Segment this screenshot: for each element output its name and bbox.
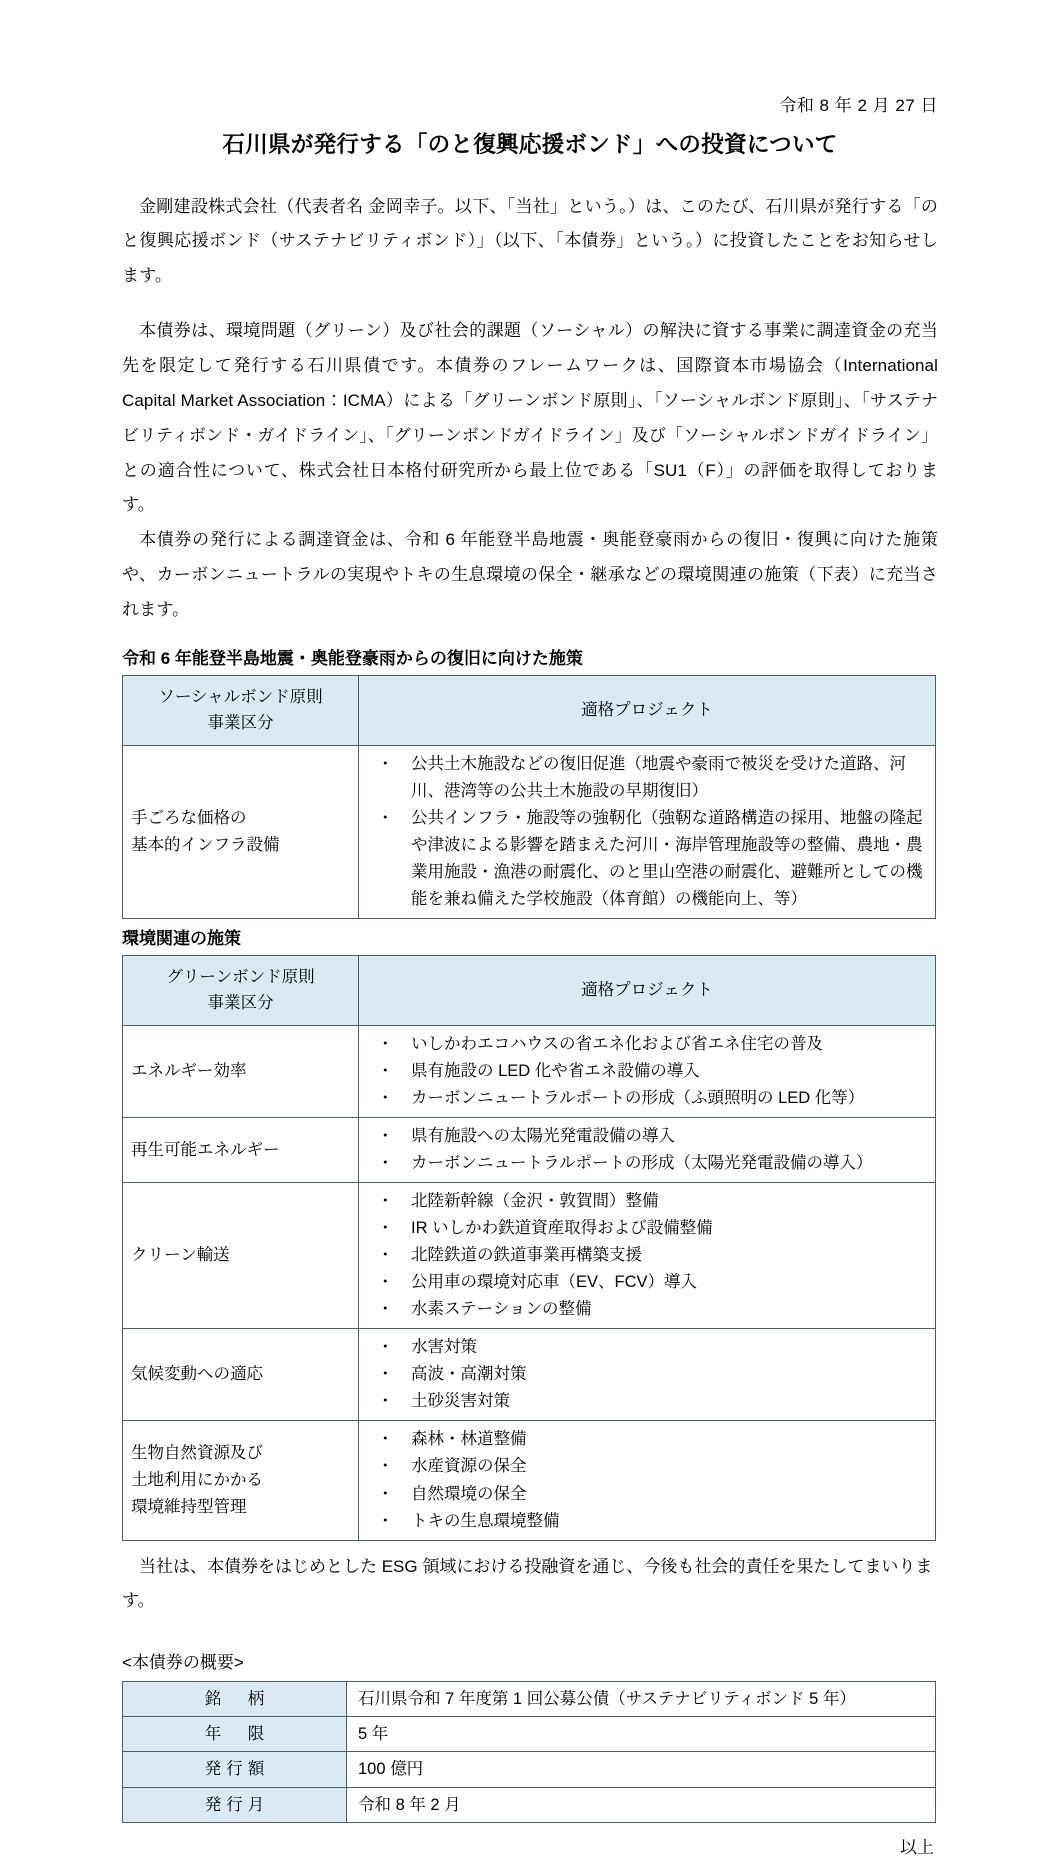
document-closer: 以上 <box>900 1838 934 1858</box>
column-header-projects: 適格プロジェクト <box>359 675 936 745</box>
table-row <box>123 745 936 918</box>
project-category-line: 手ごろな価格の <box>131 809 247 828</box>
table-row <box>123 1681 936 1716</box>
project-category-cell <box>123 1025 359 1117</box>
project-list <box>367 1188 927 1323</box>
list-item: ・ 水素ステーションの整備 <box>371 1296 927 1323</box>
table-row <box>123 1787 936 1822</box>
summary-key: 発行月 <box>123 1787 347 1822</box>
table-row <box>123 1117 936 1182</box>
summary-key: 発行額 <box>123 1752 347 1787</box>
project-list-cell <box>359 1025 936 1117</box>
list-item: ・ 水害対策 <box>371 1334 927 1361</box>
list-item: ・ 県有施設の LED 化や省エネ設備の導入 <box>371 1058 927 1085</box>
table-row <box>123 1329 936 1421</box>
summary-label: <本債券の概要> <box>122 1652 244 1672</box>
project-list-cell <box>359 745 936 918</box>
table-row <box>123 1752 936 1787</box>
column-header-category-line2: 事業区分 <box>207 714 274 733</box>
paragraph-framework: 本債券は、環境問題（グリーン）及び社会的課題（ソーシャル）の解決に資する事業に調達資金の充当先を限定して発行する石川県債です。本債券のフレームワークは、国際資本市場協会（International Capital Market Association：ICMA）による「グリーンボンド原則」、「ソーシャルボンド原則」、「サステナビリティボンド・ガイドライン」、「グリーンボンドガイドライン」及び「ソーシャルボンドガイドライン」との適合性について、株式会社日本格付研究所から最上位である「SU1（F）」の評価を取得しております。 <box>122 321 938 515</box>
list-item: ・ カーボンニュートラルポートの形成（太陽光発電設備の導入） <box>371 1150 927 1177</box>
green-projects-table <box>122 955 936 1541</box>
list-item: ・ トキの生息環境整備 <box>371 1508 927 1535</box>
column-header-category-line2: 事業区分 <box>207 994 274 1013</box>
summary-value: 100 億円 <box>347 1752 936 1787</box>
green-table-caption: 環境関連の施策 <box>122 928 241 948</box>
summary-value: 5 年 <box>347 1717 936 1752</box>
summary-key: 年 限 <box>123 1717 347 1752</box>
list-item: ・ 県有施設への太陽光発電設備の導入 <box>371 1123 927 1150</box>
project-category-line: クリーン輸送 <box>131 1246 230 1265</box>
project-list <box>367 1334 927 1415</box>
project-list-cell <box>359 1117 936 1182</box>
paragraph-use-of-proceeds: 本債券の発行による調達資金は、令和 6 年能登半島地震・奥能登豪雨からの復旧・復興に向けた施策や、カーボンニュートラルの実現やトキの生息環境の保全・継承などの環境関連の施策（下表）に充当されます。 <box>122 530 938 619</box>
project-list <box>367 1426 927 1534</box>
summary-key: 銘 柄 <box>123 1681 347 1716</box>
table-row <box>123 1717 936 1752</box>
table-header-row <box>123 675 936 745</box>
bond-summary-table <box>122 1681 936 1824</box>
table-row <box>123 1421 936 1540</box>
table-header-row <box>123 956 936 1026</box>
paragraph-closing: 当社は、本債券をはじめとした ESG 領域における投融資を通じ、今後も社会的責任を果たしてまいります。 <box>122 1556 933 1610</box>
project-list-cell <box>359 1329 936 1421</box>
list-item: ・ 北陸鉄道の鉄道事業再構築支援 <box>371 1242 927 1269</box>
project-category-line: 基本的インフラ設備 <box>131 835 280 854</box>
column-header-category-line1: グリーンボンド原則 <box>166 968 315 987</box>
project-list-cell <box>359 1421 936 1540</box>
project-category-line: 気候変動への適応 <box>131 1365 263 1384</box>
list-item: ・ 公共インフラ・施設等の強靭化（強靭な道路構造の採用、地盤の隆起や津波による影響を踏まえた河川・海岸管理施設等の整備、農地・農業用施設・漁港の耐震化、のと里山空港の耐震化、避難所としての機能を兼ね備えた学校施設（体育館）の機能向上、等） <box>371 805 927 913</box>
document-date: 令和 8 年 2 月 27 日 <box>779 96 938 115</box>
list-item: ・ 公用車の環境対応車（EV、FCV）導入 <box>371 1269 927 1296</box>
table-row <box>123 1183 936 1329</box>
page-title: 石川県が発行する「のと復興応援ボンド」への投資について <box>222 132 838 158</box>
list-item: ・ カーボンニュートラルポートの形成（ふ頭照明の LED 化等） <box>371 1085 927 1112</box>
project-category-cell <box>123 745 359 918</box>
column-header-category <box>123 675 359 745</box>
paragraph-intro: 金剛建設株式会社（代表者名 金岡幸子。以下、「当社」という。）は、このたび、石川県が発行する「のと復興応援ボンド（サステナビリティボンド）」（以下、「本債券」という。）に投資したことをお知らせします。 <box>122 196 938 286</box>
social-projects-table <box>122 675 936 919</box>
project-category-line: エネルギー効率 <box>131 1062 247 1080</box>
list-item: ・ 高波・高潮対策 <box>371 1361 927 1388</box>
project-list <box>367 751 927 913</box>
project-list <box>367 1031 927 1112</box>
list-item: ・ 森林・林道整備 <box>371 1426 927 1453</box>
project-list <box>367 1123 927 1177</box>
project-list-cell <box>359 1183 936 1329</box>
list-item: ・ 水産資源の保全 <box>371 1453 927 1480</box>
project-category-line: 環境維持型管理 <box>131 1497 247 1516</box>
summary-value: 令和 8 年 2 月 <box>347 1787 936 1822</box>
project-category-line: 再生可能エネルギー <box>131 1140 280 1159</box>
summary-table-body <box>123 1681 936 1823</box>
social-table-body <box>123 745 936 918</box>
project-category-cell <box>123 1329 359 1421</box>
list-item: ・ IR いしかわ鉄道資産取得および設備整備 <box>371 1215 927 1242</box>
project-category-cell <box>123 1117 359 1182</box>
project-category-cell <box>123 1421 359 1540</box>
social-table-caption: 令和 6 年能登半島地震・奥能登豪雨からの復旧に向けた施策 <box>122 648 583 668</box>
project-category-line: 生物自然資源及び <box>131 1444 263 1463</box>
list-item: ・ 北陸新幹線（金沢・敦賀間）整備 <box>371 1188 927 1215</box>
list-item: ・ 土砂災害対策 <box>371 1388 927 1415</box>
column-header-projects: 適格プロジェクト <box>359 956 936 1026</box>
list-item: ・ 公共土木施設などの復旧促進（地震や豪雨で被災を受けた道路、河川、港湾等の公共土木施設の早期復旧） <box>371 751 927 805</box>
list-item: ・ いしかわエコハウスの省エネ化および省エネ住宅の普及 <box>371 1031 927 1058</box>
list-item: ・ 自然環境の保全 <box>371 1481 927 1508</box>
column-header-category <box>123 956 359 1026</box>
column-header-category-line1: ソーシャルボンド原則 <box>158 687 323 706</box>
table-row <box>123 1025 936 1117</box>
project-category-cell <box>123 1183 359 1329</box>
project-category-line: 土地利用にかかる <box>131 1471 263 1490</box>
green-table-body <box>123 1025 936 1540</box>
summary-value: 石川県令和 7 年度第 1 回公募公債（サステナビリティボンド 5 年） <box>347 1681 936 1716</box>
